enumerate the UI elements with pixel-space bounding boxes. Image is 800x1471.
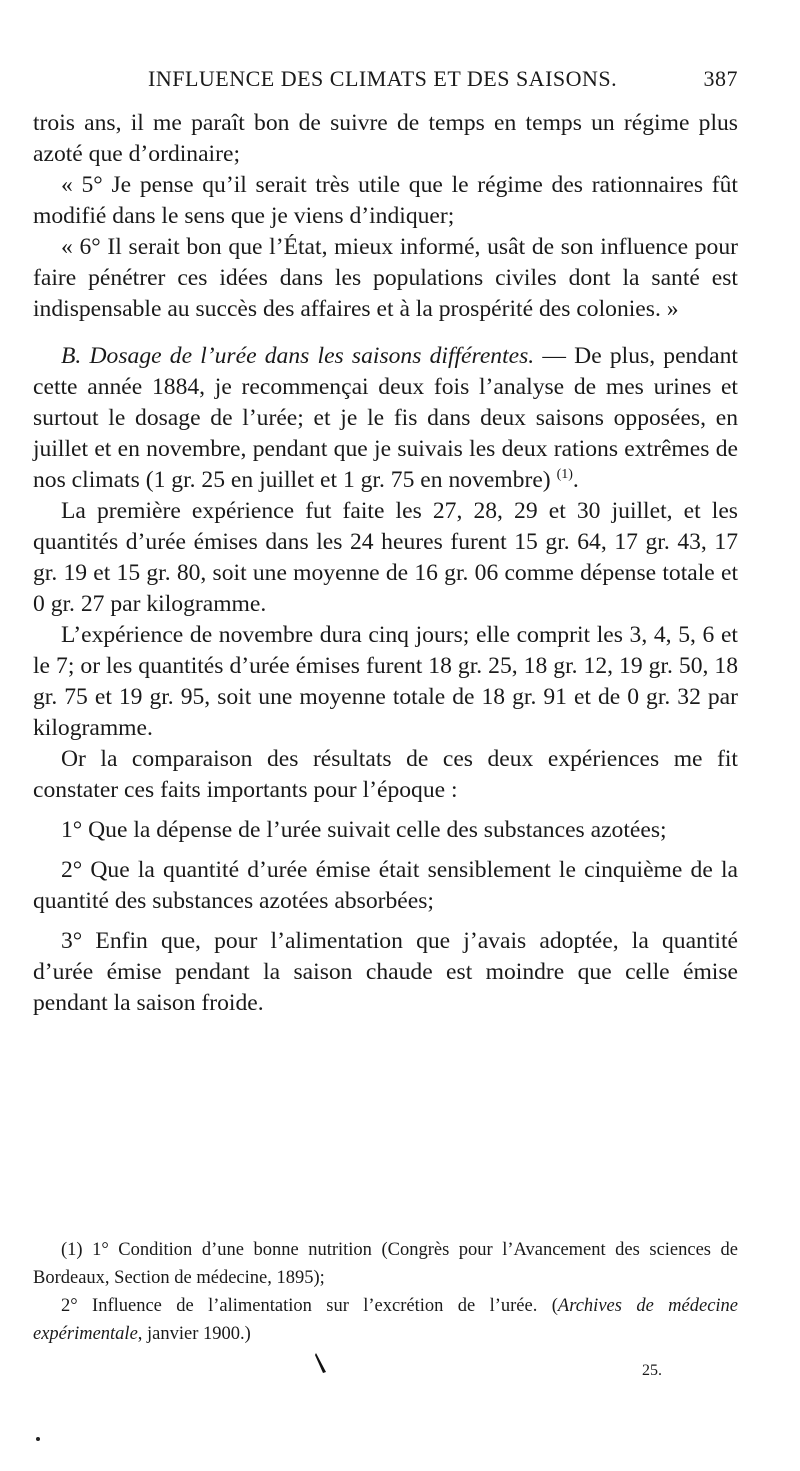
section-b-paragraph: [33, 341, 738, 496]
footnote-journal: Archives de médecine expérimentale: [33, 1296, 739, 1344]
body-text: [33, 108, 738, 1019]
footnote-text-end: , janvier 1900.): [137, 1324, 251, 1344]
footnote: (1) 1° Condition d’une bonne nutrition (Congrès pour l’Avancement des sciences de Bordeaux, Section de médecine, 1895);: [33, 1240, 738, 1288]
section-heading: B. Dosage de l’urée dans les saisons différentes.: [61, 343, 535, 369]
footnote: [33, 1292, 738, 1348]
footnotes: [33, 1236, 738, 1348]
signature-mark: 25.: [642, 1362, 662, 1379]
section-text-end: .: [572, 467, 579, 493]
running-title: INFLUENCE DES CLIMATS ET DES SAISONS.: [148, 66, 618, 91]
footnote-text: 2° Influence de l’alimentation sur l’excrétion de l’urée. (: [61, 1296, 558, 1316]
page-number: 387: [703, 66, 738, 91]
paragraph: « 5° Je pense qu’il serait très utile que le régime des rationnaires fût modifié dans le sens que je viens d’indiquer;: [33, 172, 738, 229]
ink-speck: [36, 1437, 40, 1441]
ink-mark: [314, 1352, 328, 1374]
paragraph: L’expérience de novembre dura cinq jours; elle comprit les 3, 4, 5, 6 et le 7; or les quantités d’urée émises furent 18 gr. 25, 18 gr. 12, 19 gr. 50, 18 gr. 75 et 19 gr. 95, soit une moyenne totale de 18 gr. 91 et de 0 gr. 32 par kilogramme.: [33, 622, 738, 741]
paragraph: « 6° Il serait bon que l’État, mieux informé, usât de son influence pour faire pénétrer ces idées dans les populations civiles dont la santé est indispensable au succès des affaires et à la prospérité des colonies. »: [33, 234, 738, 322]
footnote-reference: (1): [556, 467, 573, 483]
list-item: 1° Que la dépense de l’urée suivait celle des substances azotées;: [61, 817, 667, 843]
list-item: 3° Enfin que, pour l’alimentation que j’avais adoptée, la quantité d’urée émise pendant la saison chaude est moindre que celle émise pendant la saison froide.: [33, 928, 738, 1016]
paragraph: La première expérience fut faite les 27, 28, 29 et 30 juillet, et les quantités d’urée émises dans les 24 heures furent 15 gr. 64, 17 gr. 43, 17 gr. 19 et 15 gr. 80, soit une moyenne de 16 gr. 06 comme dépense totale et 0 gr. 27 par kilogramme.: [33, 498, 738, 617]
section-text: — De plus, pendant cette année 1884, je recommençai deux fois l’analyse de mes urines et surtout le dosage de l’urée; et je le fis dans deux saisons opposées, en juillet et en novembre, pendant que je suivais les deux rations extrêmes de nos climats (1 gr. 25 en juillet et 1 gr. 75 en novembre): [33, 343, 738, 493]
list-item: 2° Que la quantité d’urée émise était sensiblement le cinquième de la quantité des substances azotées absorbées;: [33, 857, 738, 914]
paragraph: Or la comparaison des résultats de ces deux expériences me fit constater ces faits importants pour l’époque :: [33, 746, 738, 803]
paragraph: trois ans, il me paraît bon de suivre de temps en temps un régime plus azoté que d’ordinaire;: [33, 110, 738, 167]
